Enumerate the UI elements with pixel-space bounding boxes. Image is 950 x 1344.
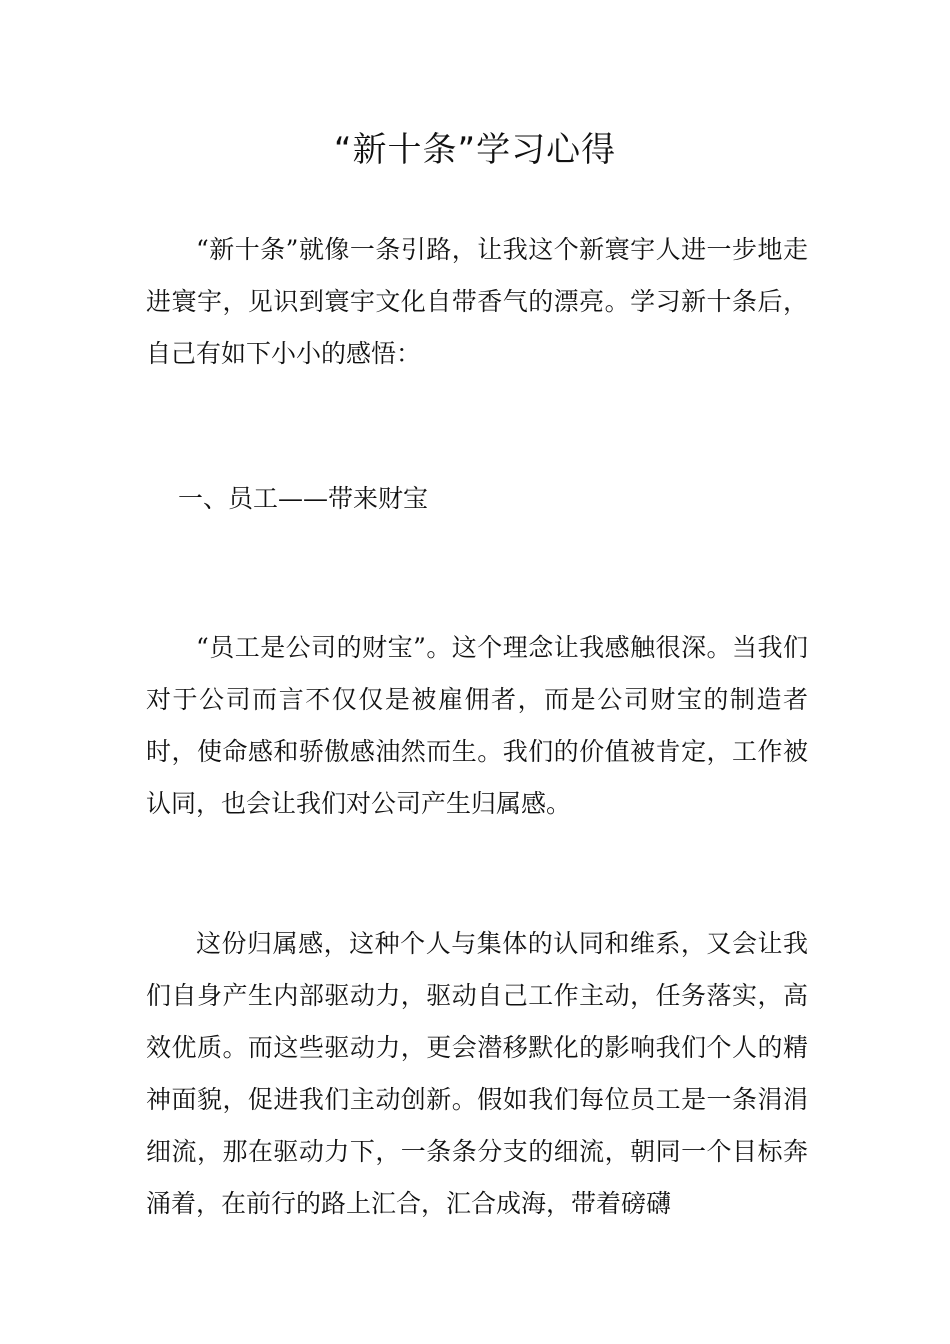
intro-paragraph: “新十条”就像一条引路，让我这个新寰宇人进一步地走进寰宇，见识到寰宇文化自带香气的漂亮。学习新十条后，自己有如下小小的感悟： [146,235,808,368]
section-heading: 一、员工——带来财宝 [178,484,429,513]
body-paragraph-1: “员工是公司的财宝”。这个理念让我感触很深。当我们对于公司而言不仅仅是被雇佣者，而是公司财宝的制造者时，使命感和骄傲感油然而生。我们的价值被肯定，工作被认同，也会让我们对公司产生归属感。 [146,633,808,818]
document-title: “新十条”学习心得 [333,130,617,170]
body-paragraph-2: 这份归属感，这种个人与集体的认同和维系，又会让我们自身产生内部驱动力，驱动自己工作主动，任务落实，高效优质。而这些驱动力，更会潜移默化的影响我们个人的精神面貌，促进我们主动创新。假如我们每位员工是一条涓涓细流，那在驱动力下，一条条分支的细流，朝同一个目标奔涌着，在前行的路上汇合，汇合成海，带着磅礴 [146,929,808,1218]
